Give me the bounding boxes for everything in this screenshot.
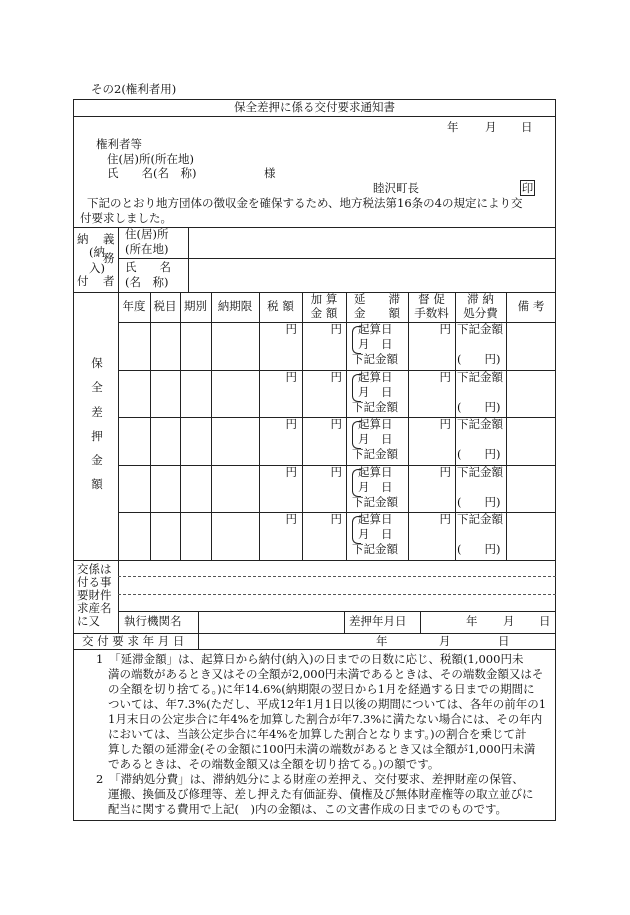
col-fee-2: 手数料 [414,306,449,320]
addition-yen: 円 [330,369,342,384]
taxpayer-name-label-1: 氏 名 [125,260,171,274]
request-date-day: 日 [498,634,510,648]
intro-line-1: 下記のとおり地方団体の徴収金を確保するため、地方税法第16条の4の規定により交 [87,196,523,210]
amount-section-label-2: 全 [91,380,103,394]
below-amount-label: 下記金額 [352,542,398,557]
disposal-below-amount: 下記金額 [457,322,503,336]
request-date-month: 月 [439,634,451,648]
start-date-label-1: 起算日 [358,369,393,384]
taxpayer-name-label-2: (名 称) [125,275,169,289]
disposal-paren-yen: ( 円) [457,494,501,509]
tax-amount-yen: 円 [285,322,297,336]
below-amount-label: 下記金額 [352,399,398,414]
disposal-below-amount: 下記金額 [457,369,503,384]
recipient-honorific: 様 [264,166,276,180]
col-remarks: 備 考 [517,299,545,313]
recipient-name-label: 氏 名(名 称) [107,166,197,180]
start-date-label-2: 月 日 [358,384,393,399]
amount-section-label-5: 金 [91,453,103,467]
start-date-label-1: 起算日 [358,322,393,336]
below-amount-label: 下記金額 [352,447,398,462]
fee-yen: 円 [439,417,451,432]
start-date-label-1: 起算日 [358,464,393,479]
col-fee-1: 督 促 [418,292,445,306]
disposal-below-amount: 下記金額 [457,417,503,432]
below-amount-label: 下記金額 [352,352,398,366]
below-amount-label: 下記金額 [352,494,398,509]
taxpayer-address-label-1: 住(居)所 [125,227,169,241]
date-day-label: 日 [521,120,533,134]
start-date-label-1: 起算日 [358,512,393,527]
taxpayer-label-left-3: 付 [77,274,89,288]
fee-yen: 円 [439,369,451,384]
seizure-date-year: 年 [466,614,478,628]
col-addition-1: 加 算 [310,292,338,306]
fee-yen: 円 [439,464,451,479]
taxpayer-label-left-2: 義 [103,232,115,246]
col-year: 年度 [122,299,146,313]
fee-yen: 円 [439,512,451,527]
note-line-10: 運搬、換価及び修理等、差し押えた有価証券、債権及び無体財産権等の取立並びに [108,787,534,801]
recipient-heading: 権利者等 [96,137,142,151]
exec-agency-label: 執行機関名 [124,614,182,628]
related-property-label-2: 付る事 [77,575,112,589]
disposal-paren-yen: ( 円) [457,542,501,557]
note-line-3: の全額を切り捨てる。)に年14.6%(納期限の翌日から1月を経過する日までの期間に [108,682,535,696]
fee-yen: 円 [439,322,451,336]
related-property-label-5: に又 [77,614,100,628]
start-date-label-1: 起算日 [358,417,393,432]
taxpayer-label-left-4: 者 [103,274,115,288]
seizure-date-day: 日 [539,614,551,628]
disposal-paren-yen: ( 円) [457,447,501,462]
col-period: 期別 [184,299,207,313]
col-addition-2: 金 額 [310,306,338,320]
note-line-5: 1月末日の公定歩合に年4%を加算した割合が年7.3%に満たない場合には、その年内 [108,712,543,726]
amount-section-label-1: 保 [91,356,103,370]
request-date-label: 交 付 要 求 年 月 日 [82,634,185,648]
form-title: 保全差押に係る交付要求通知書 [234,100,395,114]
amount-section-label-4: 押 [91,429,103,443]
taxpayer-label-left-1: 納 [77,232,89,246]
seizure-date-month: 月 [503,614,515,628]
start-date-label-2: 月 日 [358,527,393,542]
note-line-2: 満の端数があるとき又はその全額が2,000円未満であるときは、その端数金額又はそ [108,667,544,681]
disposal-below-amount: 下記金額 [457,512,503,527]
taxpayer-label-mid-1: (納 [89,245,105,259]
date-month-label: 月 [485,120,497,134]
tax-amount-yen: 円 [285,464,297,479]
col-delinquency-2: 金 額 [354,306,400,320]
col-tax-amount: 税 額 [267,299,294,313]
taxpayer-label-mid-2: 入) [89,261,105,275]
taxpayer-label-mid2: 務 [103,251,115,265]
col-disposal-2: 処分費 [463,306,498,320]
taxpayer-address-label-2: (所在地) [125,242,169,256]
seal-box: 印 [521,181,534,195]
note-line-4: ついては、年7.3%(ただし、平成12年1月1日以後の期間については、各年の前年の1 [108,697,547,711]
start-date-label-2: 月 日 [358,432,393,447]
tax-amount-yen: 円 [285,512,297,527]
note-line-9: 2 「滞納処分費」は、滞納処分による財産の差押え、交付要求、差押財産の保管、 [96,772,524,786]
col-tax-item: 税目 [153,299,177,313]
related-property-label-1: 交係は [77,562,112,576]
disposal-paren-yen: ( 円) [457,352,501,366]
recipient-address-label: 住(居)所(所在地) [107,152,194,166]
date-year-label: 年 [447,120,459,134]
note-line-6: においては、当該公定歩合に年4%を加算した割合となります。)の割合を乗じて計 [108,727,527,741]
addition-yen: 円 [330,417,342,432]
start-date-label-2: 月 日 [358,337,393,351]
disposal-below-amount: 下記金額 [457,464,503,479]
addition-yen: 円 [330,322,342,336]
col-due: 納期限 [217,299,253,313]
related-property-label-3: 要財件 [77,588,112,602]
tax-amount-yen: 円 [285,417,297,432]
amount-section-label-3: 差 [91,405,103,419]
start-date-label-2: 月 日 [358,479,393,494]
request-date-year: 年 [376,634,388,648]
intro-line-2: 付要求しました。 [80,211,172,225]
seizure-date-label: 差押年月日 [349,614,407,628]
issuer-name: 睦沢町長 [373,181,419,195]
note-line-7: 算した額の延滞金(その金額に100円未満の端数があるとき又は全額が1,000円未満 [108,742,536,756]
note-line-8: であるときは、その端数金額又は全額を切り捨てる。)の額です。 [108,757,440,771]
disposal-paren-yen: ( 円) [457,399,501,414]
form-label: その2(権利者用) [91,82,177,96]
addition-yen: 円 [330,464,342,479]
addition-yen: 円 [330,512,342,527]
related-property-label-4: 求産名 [77,601,112,615]
note-line-1: 1 「延滞金額」は、起算日から納付(納入)の日までの日数に応じ、税額(1,000円未 [96,652,524,666]
col-delinquency-1: 延 滞 [354,292,400,306]
col-disposal-1: 滞 納 [467,292,494,306]
amount-section-label-6: 額 [91,477,103,491]
note-line-11: 配当に関する費用で上記( )内の金額は、この文書作成の日までのものです。 [108,802,508,816]
tax-amount-yen: 円 [285,369,297,384]
